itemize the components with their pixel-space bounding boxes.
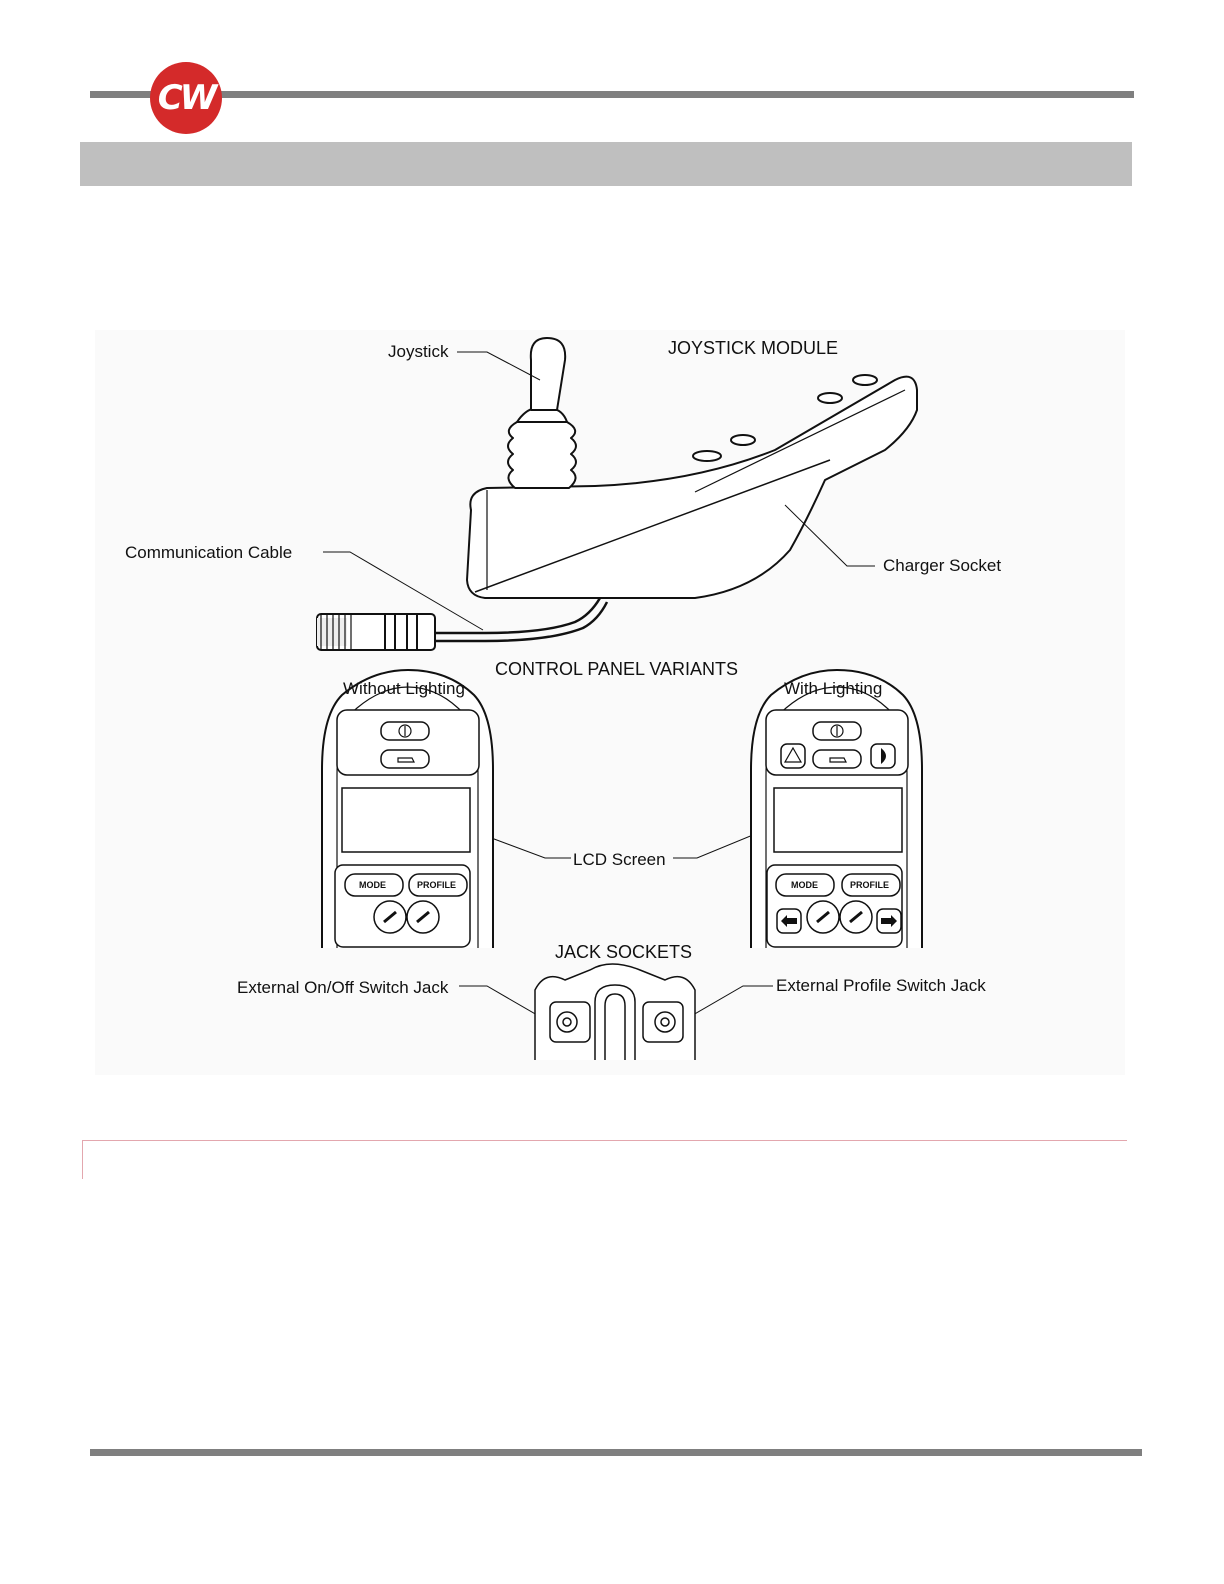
- company-logo: [150, 62, 222, 134]
- external-onoff-jack-label: External On/Off Switch Jack: [237, 978, 449, 997]
- lcd-screen-label: LCD Screen: [573, 850, 666, 869]
- figure-drawing: [95, 330, 1125, 1075]
- control-panel-variants-label: CONTROL PANEL VARIANTS: [495, 659, 739, 679]
- joystick-boot: [508, 422, 576, 488]
- mode-button-right: MODE: [791, 880, 818, 890]
- profile-button-left: PROFILE: [417, 880, 457, 890]
- joystick-module-title: JOYSTICK MODULE: [668, 338, 839, 358]
- lcd-screen-left: [342, 788, 470, 852]
- section-title-band: [80, 142, 1132, 186]
- external-profile-jack-label: External Profile Switch Jack: [776, 976, 986, 995]
- profile-button-right: PROFILE: [850, 880, 890, 890]
- charger-socket-label: Charger Socket: [883, 556, 1002, 575]
- communication-cable-label: Communication Cable: [125, 543, 293, 562]
- mode-button-left: MODE: [359, 880, 386, 890]
- joystick-label: Joystick: [388, 342, 449, 361]
- jack-sockets-label: JACK SOCKETS: [555, 942, 693, 962]
- joystick-module-figure: [95, 330, 1125, 1075]
- footer-rule: [90, 1449, 1142, 1456]
- logo-text: CW: [157, 78, 215, 118]
- header-rule: [90, 91, 1134, 98]
- note-box: [82, 1140, 1127, 1179]
- joystick-knob: [531, 338, 565, 410]
- lcd-screen-right: [774, 788, 902, 852]
- with-lighting-label: With Lighting: [784, 679, 883, 698]
- communication-cable: [435, 598, 600, 633]
- without-lighting-label: Without Lighting: [343, 679, 465, 698]
